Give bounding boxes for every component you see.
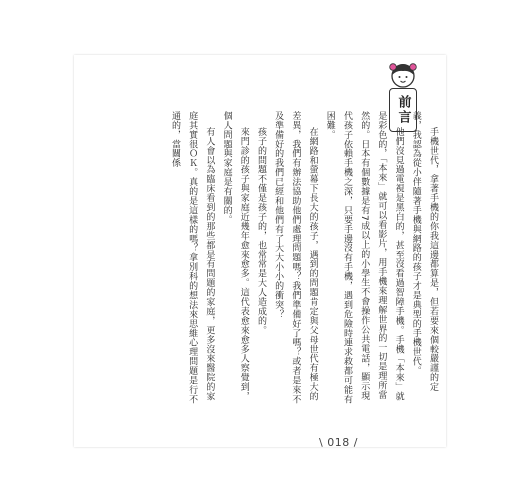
paragraph-4: 孩子的問題不僅是孩子的，也常常是大人造成的。 (255, 127, 266, 336)
page-number (319, 436, 358, 449)
paragraph-3: 在網路和螢幕下長大的孩子，遇到的問題肯定與父母世代有極大的差異，我們有辦法協助他們處理問題嗎？我們準備好了嗎？或者是來不及準備好的我們已經和他們有了大大小小的衝突？ (273, 111, 318, 404)
page-number-left-slash: \ (319, 436, 328, 449)
paragraph-1: 手機世代，拿著手機的你我這邊都算是，但若要來個較嚴謹的定義，我認為從小伴隨著手機與網路的孩子才是典型的手機世代。 (410, 111, 438, 392)
girl-face-icon (385, 58, 421, 92)
page-number-value: 018 (327, 436, 350, 449)
body-text (97, 111, 441, 407)
paragraph-2: 他們沒見過電視是黑白的，甚至沒看過智障手機。手機「本來」就是彩色的，「本來」就可以看影片，用手機來理解世界的一切是理所當然的。日本有個數據是有7成以上的小學生不會操作公共電話，顯示現代孩子依賴手機之深，只要手邊沒有手機，遇到危險時連求救都可能有困難。 (324, 111, 404, 404)
page-number-right-slash: / (349, 436, 358, 449)
paragraph-6: 有人會以為臨床看到的那些都是有問題的家庭，更多沒來醫院的家庭其實很ＯＫ。真的是這樣的嗎？拿別科的想法來思維心理問題是行不通的，當關係 (169, 111, 215, 404)
chapter-title: 前言 (389, 88, 417, 132)
book-page (74, 55, 446, 447)
paragraph-5: 來門診的孩子與家庭近幾年愈來愈多。這代表愈來愈多人察覺到，個人問題與家庭是有關的。 (221, 111, 249, 402)
